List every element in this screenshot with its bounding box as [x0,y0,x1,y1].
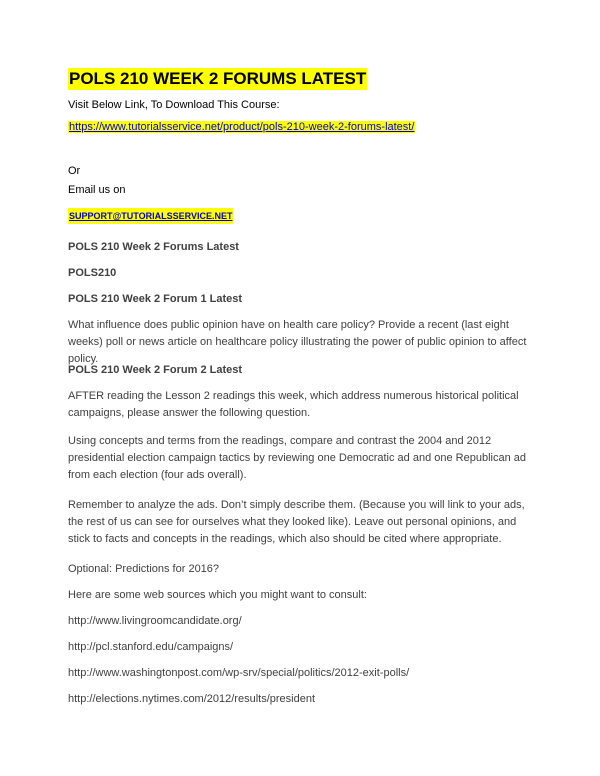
source-link[interactable]: http://pcl.stanford.edu/campaigns/ [68,641,234,653]
course-code: POLS210 [68,267,117,279]
optional-text: Optional: Predictions for 2016? [68,563,220,575]
source-link[interactable]: http://www.livingroomcandidate.org/ [68,615,242,627]
document-title: POLS 210 WEEK 2 FORUMS LATEST [69,69,367,88]
course-link[interactable]: https://www.tutorialsservice.net/product/pols-210-week-2-forums-latest/ [69,121,415,133]
source-link[interactable]: http://elections.nytimes.com/2012/results/president [68,693,316,705]
source-link[interactable]: http://www.washingtonpost.com/wp-srv/special/politics/2012-exit-polls/ [68,667,410,679]
or-text: Or [68,165,81,177]
email-us-text: Email us on [68,184,126,196]
forum2-reminder: Remember to analyze the ads. Don’t simply describe them. (Because you will link to your ads, the rest of us can see for ourselves what they looked like). Leave out personal opinions, and stick to facts and concepts in the readings, which also should be cited where appropriate. [68,499,525,545]
forum2-question: Using concepts and terms from the readings, compare and contrast the 2004 and 2012 presidential election campaign tactics by reviewing one Democratic ad and one Republican ad from each election (four ads overall). [68,435,526,481]
forum2-heading: POLS 210 Week 2 Forum 2 Latest [68,364,243,376]
forum2-intro: AFTER reading the Lesson 2 readings this week, which address numerous historical political campaigns, please answer the following question. [68,390,519,419]
forum1-heading: POLS 210 Week 2 Forum 1 Latest [68,293,243,305]
forum1-question: What influence does public opinion have on health care policy? Provide a recent (last eight weeks) poll or news article on healthcare policy illustrating the power of public opinion to affect policy. [68,319,527,365]
support-email-link[interactable]: SUPPORT@TUTORIALSSERVICE.NET [68,208,233,224]
heading-latest: POLS 210 Week 2 Forums Latest [68,241,239,253]
sources-intro: Here are some web sources which you might want to consult: [68,589,367,601]
visit-text: Visit Below Link, To Download This Course: [68,99,280,111]
course-link-wrapper [68,121,415,133]
